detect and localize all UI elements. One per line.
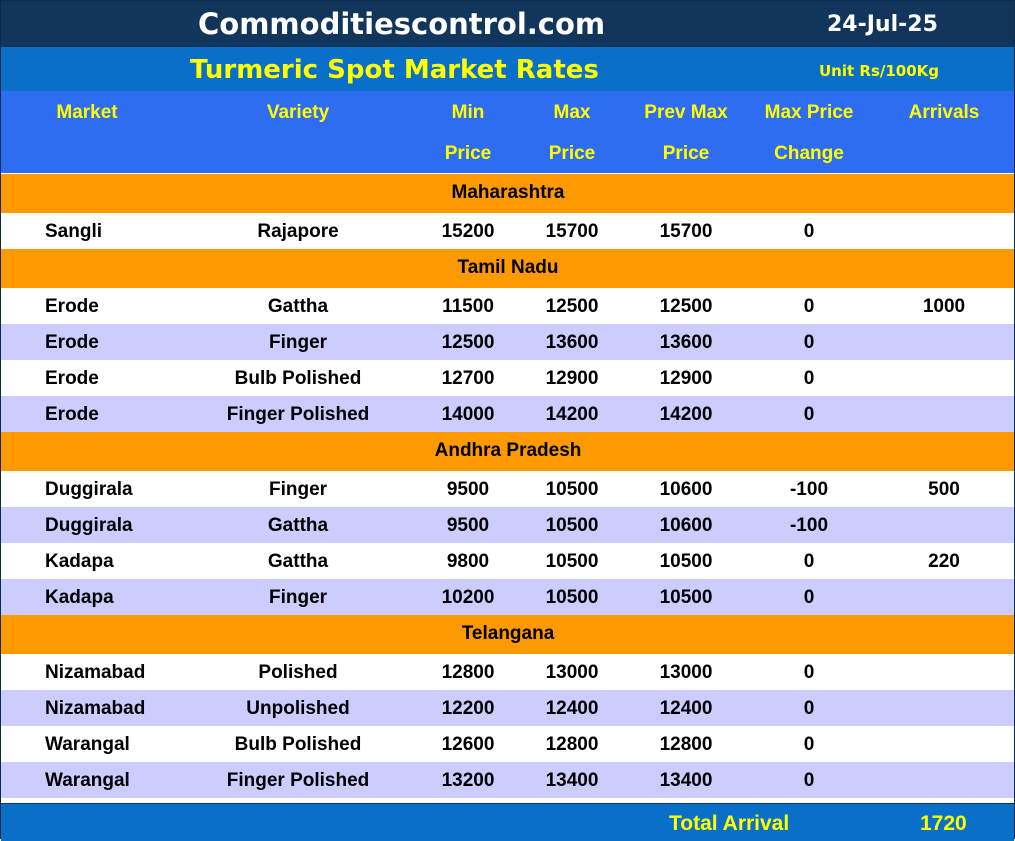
- column-header-max-price-change: Max Price: [764, 102, 854, 123]
- cell-min-price: 12600: [441, 734, 495, 755]
- state-name: Andhra Pradesh: [434, 440, 582, 461]
- cell-min-price: 11500: [442, 296, 494, 317]
- table-row: [1, 507, 1014, 543]
- cell-market: Erode: [45, 368, 99, 389]
- cell-prev-max-price: 10600: [659, 515, 713, 536]
- cell-max-price-change: 0: [803, 662, 815, 683]
- column-header-variety: Variety: [266, 102, 330, 123]
- cell-arrivals: 220: [928, 551, 960, 572]
- cell-variety: Gattha: [267, 551, 329, 572]
- cell-arrivals: 500: [928, 479, 960, 500]
- cell-variety: Finger: [268, 587, 328, 608]
- column-header-prev-max-price-line2: Price: [662, 143, 710, 164]
- state-name: Tamil Nadu: [457, 257, 559, 278]
- total-arrival-value: 1720: [920, 812, 967, 835]
- cell-min-price: 15200: [441, 221, 495, 242]
- state-row: [1, 615, 1014, 654]
- state-row: [1, 174, 1014, 213]
- cell-prev-max-price: 10600: [659, 479, 713, 500]
- cell-max-price: 10500: [545, 587, 599, 608]
- cell-arrivals: 1000: [922, 296, 966, 317]
- cell-prev-max-price: 10500: [659, 551, 713, 572]
- report-title: Turmeric Spot Market Rates: [190, 55, 599, 85]
- cell-max-price-change: 0: [803, 734, 815, 755]
- cell-max-price-change: 0: [803, 404, 815, 425]
- cell-min-price: 9500: [446, 479, 490, 500]
- cell-max-price: 10500: [545, 479, 599, 500]
- cell-max-price: 13400: [545, 770, 599, 791]
- state-row: [1, 432, 1014, 471]
- cell-prev-max-price: 13000: [659, 662, 713, 683]
- table-row: [1, 288, 1014, 324]
- cell-max-price-change: 0: [803, 551, 815, 572]
- state-name: Telangana: [461, 623, 555, 644]
- cell-max-price: 14200: [545, 404, 599, 425]
- cell-prev-max-price: 12500: [659, 296, 713, 317]
- cell-min-price: 14000: [441, 404, 495, 425]
- cell-min-price: 9500: [446, 515, 490, 536]
- site-bar: [1, 1, 1014, 47]
- cell-max-price: 12500: [545, 296, 599, 317]
- cell-prev-max-price: 13600: [659, 332, 713, 353]
- cell-prev-max-price: 15700: [659, 221, 713, 242]
- cell-variety: Bulb Polished: [234, 368, 362, 389]
- cell-variety: Polished: [258, 662, 338, 683]
- cell-min-price: 9800: [446, 551, 490, 572]
- total-arrival-label: Total Arrival: [669, 812, 790, 835]
- column-header-prev-max-price: Prev Max: [644, 102, 728, 123]
- cell-max-price-change: 0: [803, 296, 815, 317]
- table-row: [1, 690, 1014, 726]
- site-name: Commoditiescontrol.com: [198, 7, 606, 41]
- cell-min-price: 12700: [441, 368, 495, 389]
- table-row: [1, 654, 1014, 690]
- cell-market: Erode: [45, 332, 99, 353]
- report-date: 24-Jul-25: [827, 12, 938, 37]
- cell-prev-max-price: 10500: [659, 587, 713, 608]
- table-row: [1, 360, 1014, 396]
- cell-max-price-change: -100: [789, 515, 829, 536]
- table-row: [1, 726, 1014, 762]
- cell-max-price-change: 0: [803, 587, 815, 608]
- cell-max-price: 13600: [545, 332, 599, 353]
- cell-max-price-change: 0: [803, 698, 815, 719]
- cell-variety: Rajapore: [257, 221, 339, 242]
- table-row: [1, 579, 1014, 615]
- cell-market: Duggirala: [45, 479, 133, 500]
- cell-market: Duggirala: [45, 515, 133, 536]
- state-name: Maharashtra: [451, 182, 565, 203]
- table-header: [1, 91, 1014, 173]
- cell-variety: Finger: [268, 332, 328, 353]
- cell-variety: Finger: [268, 479, 328, 500]
- cell-max-price-change: 0: [803, 332, 815, 353]
- cell-min-price: 12500: [441, 332, 495, 353]
- table-row: [1, 213, 1014, 249]
- cell-max-price: 10500: [545, 515, 599, 536]
- table-row: [1, 543, 1014, 579]
- cell-max-price: 15700: [545, 221, 599, 242]
- cell-market: Erode: [45, 296, 99, 317]
- cell-max-price: 12400: [545, 698, 599, 719]
- cell-market: Kadapa: [45, 587, 114, 608]
- cell-prev-max-price: 12900: [659, 368, 713, 389]
- column-header-max-price-change-line2: Change: [774, 143, 844, 164]
- cell-market: Warangal: [45, 770, 130, 791]
- total-bar: [1, 803, 1014, 841]
- cell-variety: Finger Polished: [226, 770, 370, 791]
- cell-variety: Gattha: [267, 515, 329, 536]
- cell-variety: Gattha: [267, 296, 329, 317]
- column-header-max-price-line2: Price: [548, 143, 596, 164]
- cell-max-price: 12900: [545, 368, 599, 389]
- table-row: [1, 396, 1014, 432]
- cell-min-price: 13200: [441, 770, 495, 791]
- cell-max-price: 12800: [545, 734, 599, 755]
- column-header-market: Market: [56, 102, 118, 123]
- cell-max-price-change: 0: [803, 368, 815, 389]
- cell-max-price: 13000: [545, 662, 599, 683]
- table-row: [1, 471, 1014, 507]
- cell-market: Sangli: [45, 221, 103, 242]
- unit-label: Unit Rs/100Kg: [819, 62, 940, 80]
- table-row: [1, 324, 1014, 360]
- cell-min-price: 10200: [441, 587, 495, 608]
- cell-max-price-change: 0: [803, 221, 815, 242]
- cell-prev-max-price: 13400: [659, 770, 713, 791]
- cell-min-price: 12800: [441, 662, 495, 683]
- cell-max-price-change: 0: [803, 770, 815, 791]
- cell-variety: Bulb Polished: [234, 734, 362, 755]
- cell-market: Nizamabad: [45, 662, 146, 683]
- cell-prev-max-price: 14200: [659, 404, 713, 425]
- cell-variety: Finger Polished: [226, 404, 370, 425]
- cell-market: Warangal: [45, 734, 130, 755]
- cell-max-price-change: -100: [789, 479, 829, 500]
- cell-min-price: 12200: [441, 698, 495, 719]
- cell-prev-max-price: 12800: [659, 734, 713, 755]
- table-row: [1, 762, 1014, 798]
- cell-max-price: 10500: [545, 551, 599, 572]
- cell-market: Kadapa: [45, 551, 114, 572]
- cell-variety: Unpolished: [246, 698, 350, 719]
- cell-market: Erode: [45, 404, 99, 425]
- column-header-arrivals: Arrivals: [908, 102, 980, 123]
- state-row: [1, 249, 1014, 288]
- column-header-min-price-line2: Price: [444, 143, 492, 164]
- cell-market: Nizamabad: [45, 698, 146, 719]
- cell-prev-max-price: 12400: [659, 698, 713, 719]
- column-header-min-price: Min: [451, 102, 485, 123]
- column-header-max-price: Max: [553, 102, 591, 123]
